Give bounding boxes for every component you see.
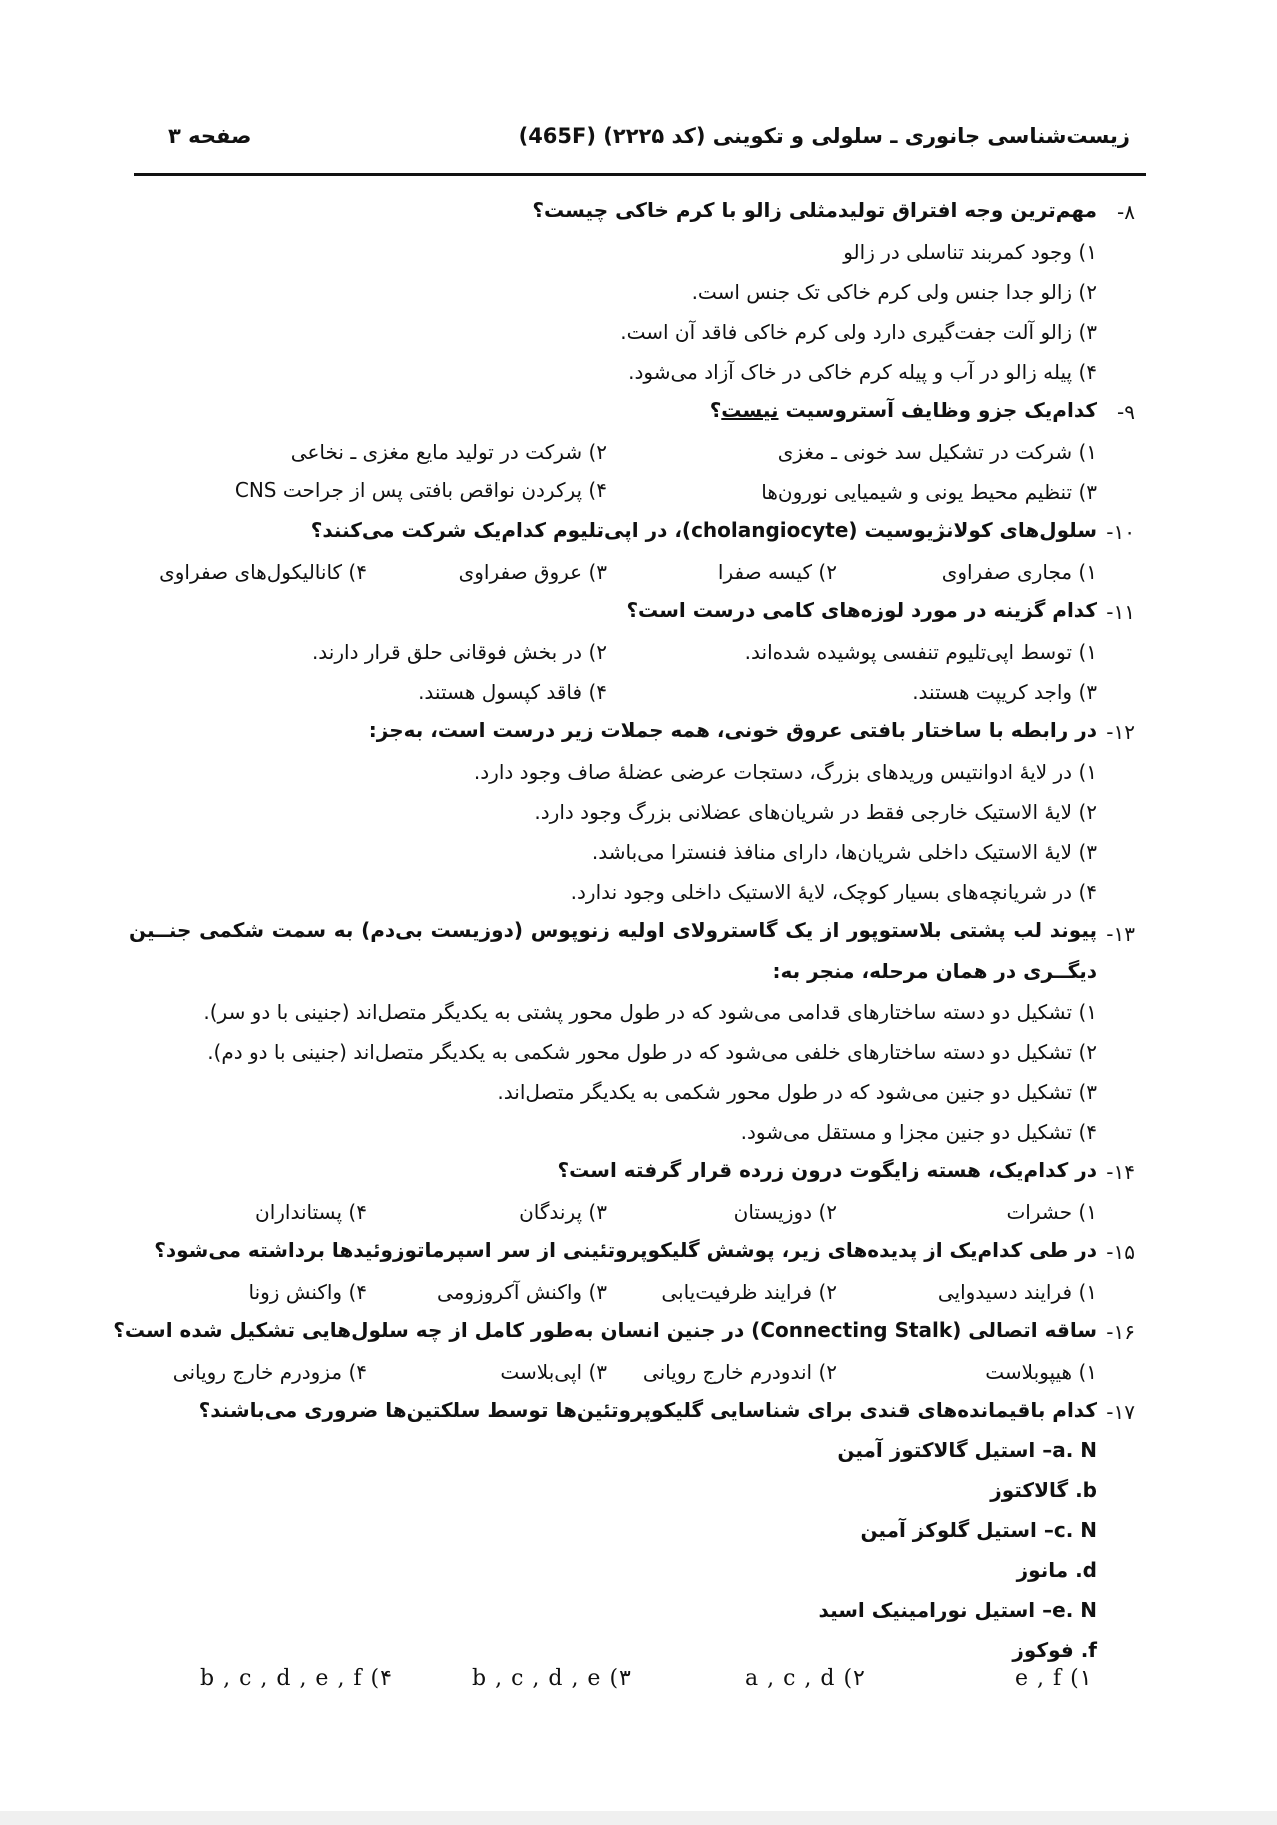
option: ۳) تشکیل دو جنین می‌شود که در طول محور شکمی به یکدیگر متصل‌اند. bbox=[497, 1080, 1097, 1104]
question-number: ۱۴- bbox=[1106, 1160, 1135, 1184]
option: ۲) در بخش فوقانی حلق قرار دارند. bbox=[311, 640, 607, 664]
header-divider bbox=[134, 173, 1146, 176]
option: ۳) واجد کریپت هستند. bbox=[912, 680, 1097, 704]
question-number: ۱۰- bbox=[1106, 520, 1135, 544]
question-text: سلول‌های کولانژیوسیت (cholangiocyte)، در اپی‌تلیوم کدام‌یک شرکت می‌کنند؟ bbox=[310, 518, 1097, 542]
question-text: در رابطه با ساختار بافتی عروق خونی، همه جملات زیر درست است، به‌جز: bbox=[368, 718, 1097, 742]
question-number: ۱۱- bbox=[1106, 600, 1135, 624]
question-text: پیوند لب پشتی بلاستوپور از یک گاسترولای اولیه زنوپوس (دوزیست بی‌دم) به سمت شکمی جنــین دیگــری در همان مرحله، منجر به: bbox=[129, 918, 1097, 983]
option: ۱) مجاری صفراوی bbox=[941, 560, 1097, 584]
option: ۱) تشکیل دو دسته ساختارهای قدامی می‌شود که در طول محور پشتی به یکدیگر متصل‌اند (جنینی با دو سر). bbox=[203, 1000, 1097, 1024]
question-text: کدام باقیمانده‌های قندی برای شناسایی گلیکوپروتئین‌ها توسط سلکتین‌ها ضروری می‌باشند؟ bbox=[198, 1398, 1097, 1422]
option: ۲) کیسه صفرا bbox=[717, 560, 837, 584]
option: ۴) پستانداران bbox=[255, 1200, 367, 1224]
option: ۲) فرایند ظرفیت‌یابی bbox=[661, 1280, 837, 1304]
option: ۱) در لایهٔ ادوانتیس وریدهای بزرگ، دستجات عرضی عضلهٔ صاف وجود دارد. bbox=[473, 760, 1097, 784]
option: ۲) زالو جدا جنس ولی کرم خاکی تک جنس است. bbox=[691, 280, 1097, 304]
option: e , f (۱ bbox=[1015, 1666, 1092, 1691]
question-number: ۱۳- bbox=[1106, 922, 1135, 946]
option: ۴) پیله زالو در آب و پیله کرم خاکی در خاک آزاد می‌شود. bbox=[628, 360, 1097, 384]
question-text: ساقه اتصالی (Connecting Stalk) در جنین انسان به‌طور کامل از چه سلول‌هایی تشکیل شده است؟ bbox=[113, 1318, 1097, 1342]
option: ۴) مزودرم خارج رویانی bbox=[172, 1360, 367, 1384]
option: ۳) لایهٔ الاستیک داخلی شریان‌ها، دارای منافذ فنسترا می‌باشد. bbox=[591, 840, 1097, 864]
underlined-word: نیست bbox=[721, 398, 779, 422]
option: ۲) شرکت در تولید مایع مغزی ـ نخاعی bbox=[290, 440, 607, 464]
option: ۴) در شریانچه‌های بسیار کوچک، لایهٔ الاستیک داخلی وجود ندارد. bbox=[570, 880, 1097, 904]
option: ۳) عروق صفراوی bbox=[458, 560, 607, 584]
option: ۴) پرکردن نواقص بافتی پس از جراحت CNS bbox=[234, 478, 607, 502]
sugar-item: b. گالاکتوز bbox=[990, 1478, 1097, 1502]
header-title: زیست‌شناسی جانوری ـ سلولی و تکوینی (کد ۲۲۲۵) (465F) bbox=[518, 124, 1130, 148]
question-text: کدام گزینه در مورد لوزه‌های کامی درست است؟ bbox=[626, 598, 1097, 622]
option: ۴) واکنش زونا bbox=[248, 1280, 367, 1304]
question-number: ۱۵- bbox=[1106, 1240, 1135, 1264]
option: ۲) تشکیل دو دسته ساختارهای خلفی می‌شود که در طول محور شکمی به یکدیگر متصل‌اند (جنینی با دو دم). bbox=[207, 1040, 1097, 1064]
page-number: صفحه ۳ bbox=[168, 124, 252, 148]
sugar-item: f. فوکوز bbox=[1012, 1638, 1097, 1662]
option: ۴) کانالیکول‌های صفراوی bbox=[159, 560, 367, 584]
option: b , c , d , e (۳ bbox=[472, 1666, 631, 1691]
option: ۳) تنظیم محیط یونی و شیمیایی نورون‌ها bbox=[761, 480, 1097, 504]
option: ۳) واکنش آکروزومی bbox=[436, 1280, 607, 1304]
option: ۱) وجود کمربند تناسلی در زالو bbox=[843, 240, 1097, 264]
option: b , c , d , e , f (۴ bbox=[200, 1666, 392, 1691]
option: ۴) فاقد کپسول هستند. bbox=[418, 680, 607, 704]
option: ۱) فرایند دسیدوایی bbox=[937, 1280, 1097, 1304]
option: ۱) توسط اپی‌تلیوم تنفسی پوشیده شده‌اند. bbox=[744, 640, 1097, 664]
question-number: ۱۷- bbox=[1106, 1400, 1135, 1424]
page-footer-band bbox=[0, 1811, 1277, 1825]
option: ۲) اندودرم خارج رویانی bbox=[642, 1360, 837, 1384]
option: ۴) تشکیل دو جنین مجزا و مستقل می‌شود. bbox=[740, 1120, 1097, 1144]
option: ۳) پرندگان bbox=[519, 1200, 607, 1224]
question-text: در کدام‌یک، هسته زایگوت درون زرده قرار گرفته است؟ bbox=[557, 1158, 1097, 1182]
sugar-item: e. N– استیل نورامینیک اسید bbox=[818, 1598, 1097, 1622]
question-number: ۱۶- bbox=[1106, 1320, 1135, 1344]
option: a , c , d (۲ bbox=[745, 1666, 865, 1691]
option: ۲) دوزیستان bbox=[733, 1200, 837, 1224]
option: ۱) شرکت در تشکیل سد خونی ـ مغزی bbox=[777, 440, 1097, 464]
question-number: ۹- bbox=[1117, 400, 1135, 424]
option: ۲) لایهٔ الاستیک خارجی فقط در شریان‌های عضلانی بزرگ وجود دارد. bbox=[534, 800, 1097, 824]
sugar-item: c. N– استیل گلوکز آمین bbox=[860, 1518, 1097, 1542]
question-number: ۱۲- bbox=[1106, 720, 1135, 744]
option: ۳) اپی‌بلاست bbox=[500, 1360, 607, 1384]
question-text: در طی کدام‌یک از پدیده‌های زیر، پوشش گلیکوپروتئینی از سر اسپرماتوزوئیدها برداشته می‌شود؟ bbox=[154, 1238, 1097, 1262]
sugar-item: a. N– استیل گالاکتوز آمین bbox=[837, 1438, 1097, 1462]
question-number: ۸- bbox=[1117, 200, 1135, 224]
question-text: کدام‌یک جزو وظایف آستروسیت نیست؟ bbox=[709, 398, 1097, 422]
option: ۳) زالو آلت جفت‌گیری دارد ولی کرم خاکی فاقد آن است. bbox=[620, 320, 1097, 344]
option: ۱) هیپوبلاست bbox=[985, 1360, 1097, 1384]
question-text: مهم‌ترین وجه افتراق تولیدمثلی زالو با کرم خاکی چیست؟ bbox=[532, 198, 1097, 222]
option: ۱) حشرات bbox=[1006, 1200, 1097, 1224]
sugar-item: d. مانوز bbox=[1016, 1558, 1097, 1582]
